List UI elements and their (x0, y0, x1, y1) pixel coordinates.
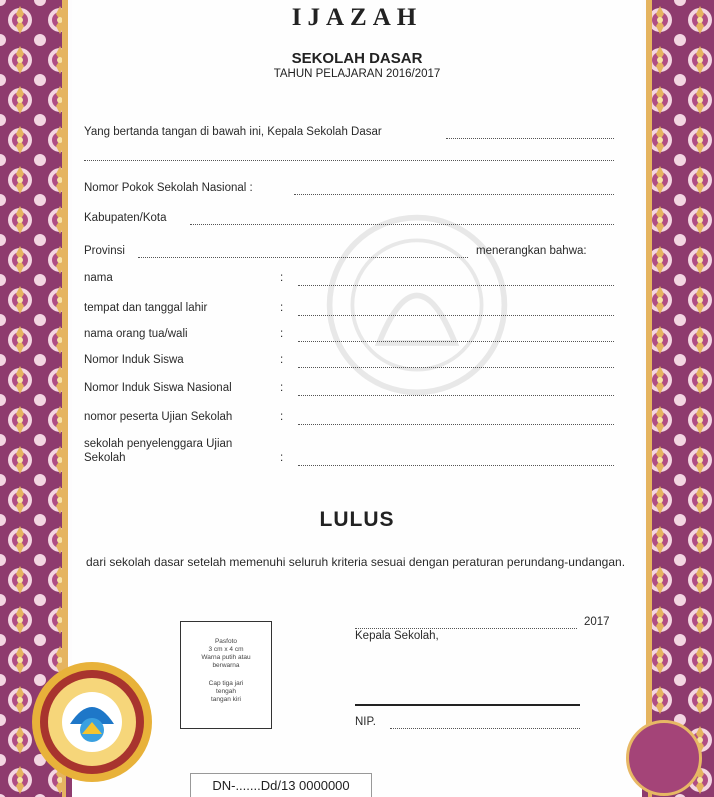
certificate-title: IJAZAH (291, 4, 423, 31)
photo-text: Cap tiga jari (208, 680, 244, 687)
field-colon: : (280, 328, 284, 340)
photo-box (180, 621, 272, 729)
kabupaten-label: Kabupaten/Kota (84, 212, 167, 224)
field-label: Nomor Induk Siswa (84, 354, 184, 366)
decorative-medallion (626, 720, 702, 796)
signer-title: Kepala Sekolah, (355, 630, 439, 642)
photo-text: berwarna (212, 662, 240, 669)
field-colon: : (280, 272, 284, 284)
watermark-emblem (322, 210, 512, 400)
field-label: Nomor Induk Siswa Nasional (84, 382, 232, 394)
photo-text: 3 cm x 4 cm (208, 646, 244, 653)
field-label-cont: Sekolah (84, 452, 126, 464)
nip-line (390, 728, 580, 729)
school-level: SEKOLAH DASAR (291, 50, 423, 67)
nip-label: NIP. (355, 716, 376, 728)
date-line (355, 628, 577, 629)
intro-text: Yang bertanda tangan di bawah ini, Kepala Sekolah Dasar (84, 126, 382, 138)
field-line (298, 315, 614, 316)
field-label: tempat dan tanggal lahir (84, 302, 208, 314)
field-colon: : (280, 411, 284, 423)
photo-text: Warna putih atau (201, 654, 251, 661)
field-label: nama (84, 272, 113, 284)
kabupaten-line (190, 224, 614, 225)
field-colon: : (280, 302, 284, 314)
school-seal (30, 660, 154, 784)
field-colon: : (280, 382, 284, 394)
date-year: 2017 (584, 616, 610, 628)
npsn-line (294, 194, 614, 195)
field-line (298, 367, 614, 368)
photo-text: tengah (216, 688, 236, 695)
field-line (298, 341, 614, 342)
field-label: nomor peserta Ujian Sekolah (84, 411, 233, 423)
field-line (298, 465, 614, 466)
certificate-body (72, 0, 642, 797)
provinsi-line (138, 257, 468, 258)
field-line (298, 424, 614, 425)
field-label: sekolah penyelenggara Ujian (84, 438, 233, 450)
field-colon: : (280, 354, 284, 366)
photo-text: Pasfoto (214, 638, 238, 645)
field-colon: : (280, 452, 284, 464)
field-label: nama orang tua/wali (84, 328, 188, 340)
school-name-line (446, 138, 614, 139)
school-name-line-2 (84, 160, 614, 161)
result-lulus: LULUS (319, 508, 395, 531)
signature-line (355, 704, 580, 706)
provinsi-label: Provinsi (84, 245, 125, 257)
field-line (298, 395, 614, 396)
academic-year: TAHUN PELAJARAN 2016/2017 (273, 68, 441, 80)
statement-paragraph: dari sekolah dasar setelah memenuhi seluruh kriteria sesuai dengan peraturan perundang-undangan. (86, 555, 626, 569)
npsn-label: Nomor Pokok Sekolah Nasional : (84, 182, 253, 194)
serial-number: DN-.......Dd/13 0000000 (190, 773, 372, 797)
photo-text: tangan kiri (211, 696, 241, 703)
field-line (298, 285, 614, 286)
menerangkan-label: menerangkan bahwa: (476, 245, 587, 257)
